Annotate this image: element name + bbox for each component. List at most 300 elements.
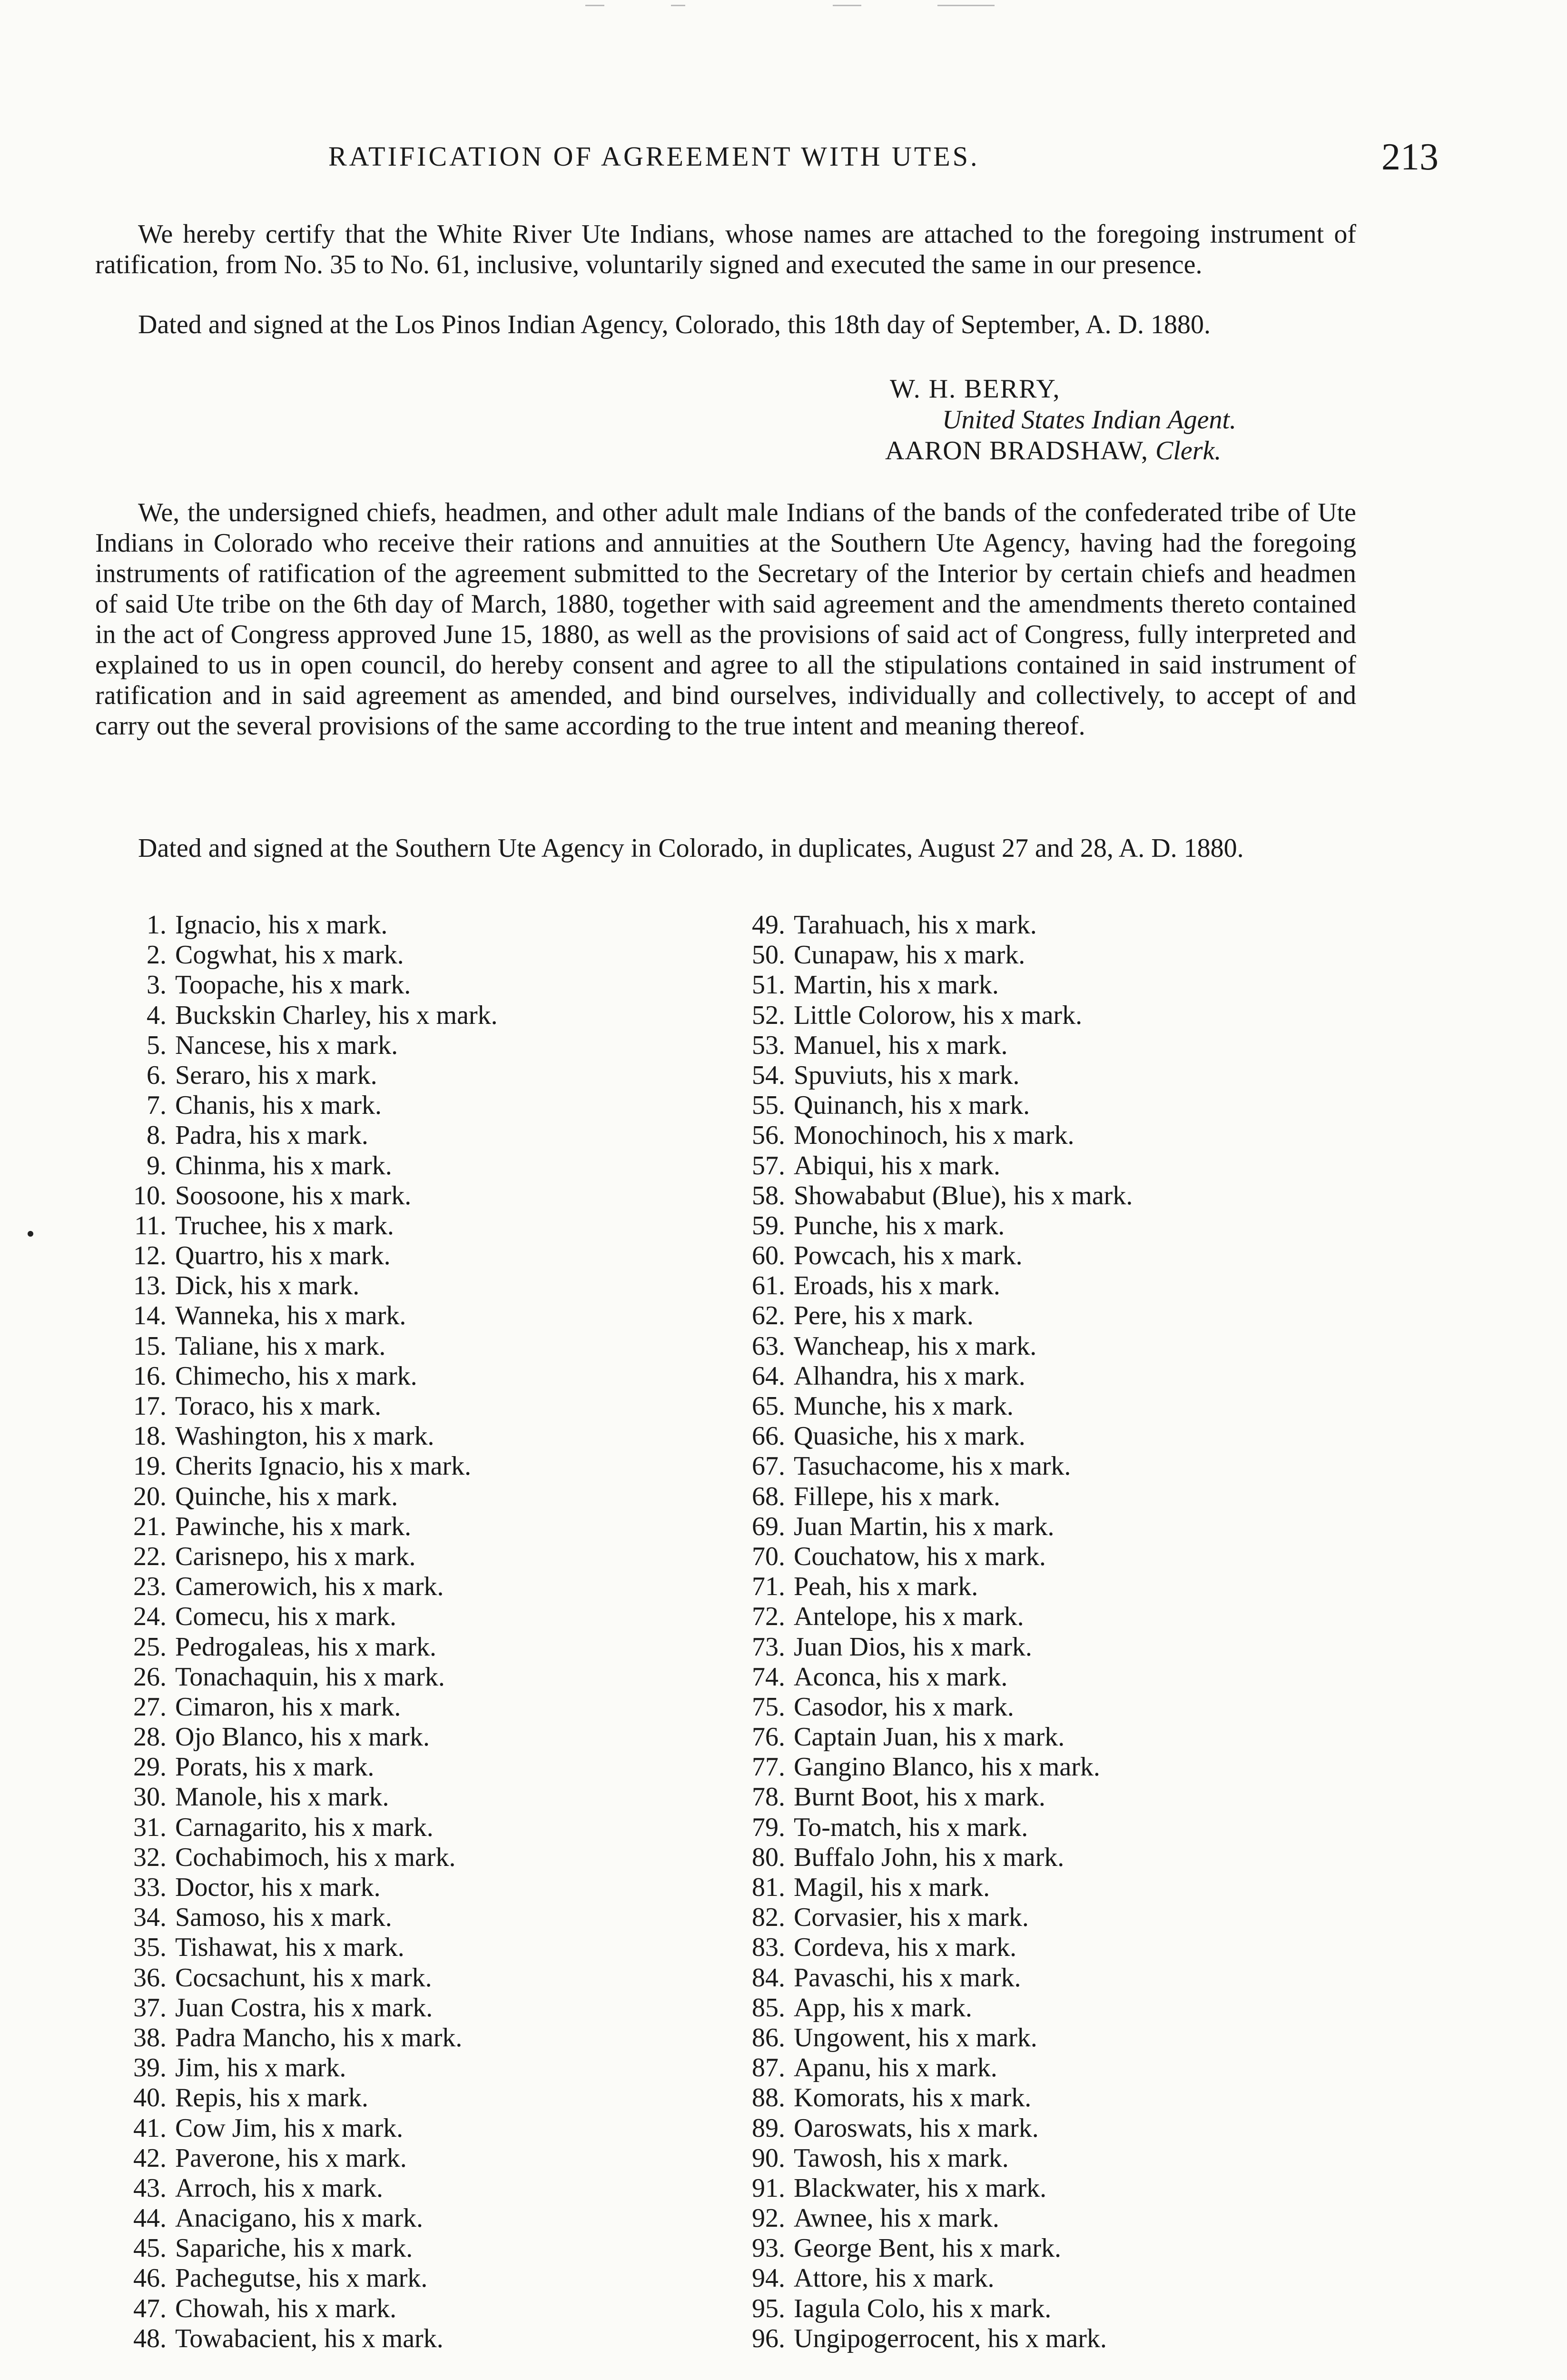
signatory-entry bbox=[109, 1211, 747, 1241]
signatory-number: 95. bbox=[752, 2293, 785, 2323]
signatory-entry bbox=[728, 1181, 1366, 1211]
signatory-number: 50. bbox=[752, 940, 785, 970]
signatory-name: Pere, his x mark. bbox=[794, 1301, 974, 1331]
signatory-name: Cordeva, his x mark. bbox=[794, 1933, 1017, 1963]
signatory-entry bbox=[109, 1241, 747, 1271]
signatory-entry bbox=[728, 2143, 1366, 2173]
signatory-number: 79. bbox=[752, 1812, 785, 1842]
signatory-name: Taliane, his x mark. bbox=[175, 1331, 386, 1361]
signatory-entry bbox=[728, 1091, 1366, 1121]
signatory-number: 26. bbox=[133, 1662, 167, 1692]
signatory-entry bbox=[109, 1331, 747, 1361]
signatory-name: To-match, his x mark. bbox=[794, 1812, 1028, 1842]
signatory-entry bbox=[728, 1903, 1366, 1933]
signatory-number: 24. bbox=[133, 1602, 167, 1632]
signatory-name: Magil, his x mark. bbox=[794, 1873, 990, 1902]
signatory-entry bbox=[109, 1391, 747, 1421]
signatory-entry bbox=[728, 1933, 1366, 1963]
signatory-name: Repis, his x mark. bbox=[175, 2083, 368, 2113]
signatory-number: 51. bbox=[752, 970, 785, 1000]
signatory-number: 41. bbox=[133, 2113, 167, 2143]
signatory-entry bbox=[728, 2324, 1366, 2354]
signatory-number: 62. bbox=[752, 1301, 785, 1331]
signatory-name: Camerowich, his x mark. bbox=[175, 1572, 444, 1602]
signatory-entry bbox=[109, 2233, 747, 2263]
signatory-number: 86. bbox=[752, 2023, 785, 2053]
signatory-entry bbox=[728, 1271, 1366, 1301]
signatory-number: 71. bbox=[752, 1572, 785, 1602]
signatory-name: Monochinoch, his x mark. bbox=[794, 1121, 1074, 1150]
signatory-number: 92. bbox=[752, 2203, 785, 2233]
signatory-name: Alhandra, his x mark. bbox=[794, 1361, 1025, 1391]
signatory-name: Padra, his x mark. bbox=[175, 1121, 368, 1150]
scan-artifact bbox=[547, 0, 1071, 16]
signatory-number: 23. bbox=[133, 1572, 167, 1602]
signatory-name: Burnt Boot, his x mark. bbox=[794, 1782, 1045, 1812]
signatory-number: 6. bbox=[147, 1060, 167, 1090]
signatory-name: Cow Jim, his x mark. bbox=[175, 2113, 404, 2143]
signatory-entry bbox=[109, 2023, 747, 2053]
signatory-entry bbox=[728, 1632, 1366, 1662]
signatory-name: Carnagarito, his x mark. bbox=[175, 1812, 434, 1842]
signatory-entry bbox=[728, 2083, 1366, 2113]
signatory-entry bbox=[728, 1963, 1366, 1993]
signatory-entry bbox=[728, 2203, 1366, 2233]
signatory-name: Martin, his x mark. bbox=[794, 970, 999, 1000]
certification-dated: Dated and signed at the Los Pinos Indian Agency, Colorado, this 18th day of September, A. D. 1880. bbox=[138, 310, 1211, 339]
signatory-name: Cocsachunt, his x mark. bbox=[175, 1963, 432, 1993]
signatory-name: Cunapaw, his x mark. bbox=[794, 940, 1025, 970]
signatory-name: Little Colorow, his x mark. bbox=[794, 1000, 1083, 1030]
signatory-name: Tasuchacome, his x mark. bbox=[794, 1451, 1071, 1481]
signatory-number: 73. bbox=[752, 1632, 785, 1662]
signatory-name: Powcach, his x mark. bbox=[794, 1241, 1023, 1271]
signatory-entry bbox=[728, 1873, 1366, 1903]
signatory-entry bbox=[109, 1301, 747, 1331]
signatory-entry bbox=[728, 1602, 1366, 1632]
signatory-entry bbox=[109, 1061, 747, 1091]
running-title: RATIFICATION OF AGREEMENT WITH UTES. bbox=[328, 141, 980, 172]
signatory-name: Cochabimoch, his x mark. bbox=[175, 1842, 456, 1872]
signatory-entry bbox=[728, 2294, 1366, 2324]
signatory-entry bbox=[728, 1512, 1366, 1542]
signatory-entry bbox=[109, 1482, 747, 1512]
signatory-name: Pedrogaleas, his x mark. bbox=[175, 1632, 436, 1662]
signatory-number: 34. bbox=[133, 1903, 167, 1933]
signatory-name: Ungowent, his x mark. bbox=[794, 2023, 1037, 2053]
signatory-number: 39. bbox=[133, 2053, 167, 2083]
signatory-number: 76. bbox=[752, 1722, 785, 1752]
signatories-column-left bbox=[109, 910, 747, 2354]
signatory-name: Tawosh, his x mark. bbox=[794, 2143, 1009, 2173]
signatory-number: 36. bbox=[133, 1963, 167, 1993]
signatory-entry bbox=[109, 1813, 747, 1843]
signatory-name: Towabacient, his x mark. bbox=[175, 2323, 443, 2353]
signatory-entry bbox=[728, 1692, 1366, 1722]
running-header bbox=[95, 136, 1439, 178]
signatory-name: Pachegutse, his x mark. bbox=[175, 2263, 428, 2293]
signatory-name: Buffalo John, his x mark. bbox=[794, 1842, 1064, 1872]
signatory-name: Blackwater, his x mark. bbox=[794, 2173, 1047, 2203]
signatory-number: 90. bbox=[752, 2143, 785, 2173]
signatory-name: Couchatow, his x mark. bbox=[794, 1541, 1046, 1571]
signatory-number: 83. bbox=[752, 1933, 785, 1963]
signatory-number: 68. bbox=[752, 1481, 785, 1511]
signatory-entry bbox=[728, 1031, 1366, 1061]
signatory-number: 46. bbox=[133, 2263, 167, 2293]
signatory-number: 84. bbox=[752, 1963, 785, 1993]
signatory-number: 16. bbox=[133, 1361, 167, 1391]
signatory-number: 31. bbox=[133, 1812, 167, 1842]
signatory-entry bbox=[728, 1301, 1366, 1331]
signatory-number: 32. bbox=[133, 1842, 167, 1872]
signatory-number: 77. bbox=[752, 1752, 785, 1782]
signatory-entry bbox=[109, 970, 747, 1000]
signatory-entry bbox=[109, 1512, 747, 1542]
signatory-number: 55. bbox=[752, 1091, 785, 1121]
signatory-entry bbox=[728, 1993, 1366, 2023]
signatory-entry bbox=[109, 2143, 747, 2173]
signatory-name: Truchee, his x mark. bbox=[175, 1210, 394, 1240]
signatory-name: Quinanch, his x mark. bbox=[794, 1091, 1030, 1121]
signatory-name: Chinma, his x mark. bbox=[175, 1150, 392, 1180]
signatory-number: 4. bbox=[147, 1000, 167, 1030]
signatory-number: 54. bbox=[752, 1060, 785, 1090]
signatory-name: Casodor, his x mark. bbox=[794, 1692, 1014, 1722]
signatory-name: Ignacio, his x mark. bbox=[175, 910, 388, 940]
signatory-entry bbox=[109, 2263, 747, 2293]
signatory-entry bbox=[728, 1061, 1366, 1091]
signatory-number: 44. bbox=[133, 2203, 167, 2233]
signatory-number: 42. bbox=[133, 2143, 167, 2173]
signatory-entry bbox=[109, 2294, 747, 2324]
signatory-entry bbox=[109, 1542, 747, 1572]
signatory-number: 69. bbox=[752, 1511, 785, 1541]
signatory-number: 89. bbox=[752, 2113, 785, 2143]
signatory-number: 94. bbox=[752, 2263, 785, 2293]
signatory-entry bbox=[109, 1662, 747, 1692]
signatory-name: Tonachaquin, his x mark. bbox=[175, 1662, 445, 1692]
signatory-name: Ungipogerrocent, his x mark. bbox=[794, 2323, 1107, 2353]
margin-dot bbox=[28, 1231, 33, 1237]
signatory-number: 11. bbox=[134, 1210, 167, 1240]
signatory-name: Quartro, his x mark. bbox=[175, 1241, 391, 1271]
signatory-name: Awnee, his x mark. bbox=[794, 2203, 999, 2233]
signatory-name: Samoso, his x mark. bbox=[175, 1903, 392, 1933]
signatory-name: Komorats, his x mark. bbox=[794, 2083, 1032, 2113]
ratification-paragraph: We, the undersigned chiefs, headmen, and other adult male Indians of the bands of the confederated tribe of Ute Indians in Colorado who receive their rations and annuities at the Southern Ute Agency, having had the foregoing instruments of ratification of the agreement submitted to the Secretary of the Interior by certain chiefs and headmen of said Ute tribe on the 6th day of March, 1880, together with said agreement and the amendments thereto contained in the act of Congress approved June 15, 1880, as well as the provisions of said act of Congress, fully interpreted and explained to us in open council, do hereby consent and agree to all the stipulations contained in said instrument of ratification and in said agreement as amended, and bind ourselves, individually and collectively, to accept of and carry out the several provisions of the same according to the true intent and meaning thereof. bbox=[95, 498, 1356, 741]
signatory-entry bbox=[109, 2173, 747, 2203]
signatory-number: 88. bbox=[752, 2083, 785, 2113]
signatory-name: Wancheap, his x mark. bbox=[794, 1331, 1037, 1361]
signatory-entry bbox=[728, 1421, 1366, 1451]
signatory-number: 75. bbox=[752, 1692, 785, 1722]
signatory-name: Cogwhat, his x mark. bbox=[175, 940, 404, 970]
signatory-name: Aconca, his x mark. bbox=[794, 1662, 1008, 1692]
signatory-number: 52. bbox=[752, 1000, 785, 1030]
clerk-signature bbox=[885, 436, 1221, 466]
signatory-entry bbox=[109, 2203, 747, 2233]
signatory-name: Carisnepo, his x mark. bbox=[175, 1541, 416, 1571]
signatory-name: Spuviuts, his x mark. bbox=[794, 1060, 1020, 1090]
signatory-number: 45. bbox=[133, 2233, 167, 2263]
signatory-number: 33. bbox=[133, 1873, 167, 1902]
signatory-number: 96. bbox=[752, 2323, 785, 2353]
signatory-entry bbox=[109, 1572, 747, 1602]
signatories-column-right bbox=[728, 910, 1366, 2354]
signatory-number: 17. bbox=[133, 1391, 167, 1421]
signatory-name: Gangino Blanco, his x mark. bbox=[794, 1752, 1100, 1782]
signatory-number: 66. bbox=[752, 1421, 785, 1451]
signatory-name: Doctor, his x mark. bbox=[175, 1873, 381, 1902]
signatory-number: 64. bbox=[752, 1361, 785, 1391]
signatory-number: 3. bbox=[147, 970, 167, 1000]
signatory-number: 82. bbox=[752, 1903, 785, 1933]
signatory-number: 7. bbox=[147, 1091, 167, 1121]
signatory-entry bbox=[109, 1602, 747, 1632]
signatory-number: 29. bbox=[133, 1752, 167, 1782]
signatory-name: Peah, his x mark. bbox=[794, 1572, 978, 1602]
signatory-number: 18. bbox=[133, 1421, 167, 1451]
signatory-number: 27. bbox=[133, 1692, 167, 1722]
signer-title: United States Indian Agent. bbox=[942, 405, 1236, 435]
signatory-number: 28. bbox=[133, 1722, 167, 1752]
signatory-number: 80. bbox=[752, 1842, 785, 1872]
signatory-entry bbox=[109, 1121, 747, 1150]
signatory-entry bbox=[109, 1692, 747, 1722]
signatory-name: Juan Martin, his x mark. bbox=[794, 1511, 1055, 1541]
signatory-name: Comecu, his x mark. bbox=[175, 1602, 397, 1632]
signatory-entry bbox=[728, 1752, 1366, 1782]
signatory-number: 58. bbox=[752, 1180, 785, 1210]
signatory-name: Washington, his x mark. bbox=[175, 1421, 434, 1451]
signatory-number: 59. bbox=[752, 1210, 785, 1240]
signatory-number: 14. bbox=[133, 1301, 167, 1331]
signatory-name: Corvasier, his x mark. bbox=[794, 1903, 1029, 1933]
signatory-entry bbox=[109, 2083, 747, 2113]
signatory-number: 47. bbox=[133, 2293, 167, 2323]
signatory-number: 70. bbox=[752, 1541, 785, 1571]
signatory-name: Manuel, his x mark. bbox=[794, 1030, 1008, 1060]
signatory-entry bbox=[109, 1963, 747, 1993]
signatory-entry bbox=[109, 1421, 747, 1451]
signatory-entry bbox=[109, 1031, 747, 1061]
signatory-number: 81. bbox=[752, 1873, 785, 1902]
clerk-name: AARON BRADSHAW, bbox=[885, 436, 1148, 466]
signatory-name: Abiqui, his x mark. bbox=[794, 1150, 1000, 1180]
signatory-entry bbox=[109, 910, 747, 940]
signatory-entry bbox=[109, 1451, 747, 1481]
signer-name: W. H. BERRY, bbox=[890, 374, 1061, 404]
signatory-entry bbox=[728, 1451, 1366, 1481]
signatory-name: Porats, his x mark. bbox=[175, 1752, 375, 1782]
signatory-number: 15. bbox=[133, 1331, 167, 1361]
signatory-number: 57. bbox=[752, 1150, 785, 1180]
signatory-name: Fillepe, his x mark. bbox=[794, 1481, 1000, 1511]
signatory-number: 56. bbox=[752, 1121, 785, 1150]
signatory-name: Soosoone, his x mark. bbox=[175, 1180, 412, 1210]
signatory-entry bbox=[728, 1331, 1366, 1361]
signatory-number: 93. bbox=[752, 2233, 785, 2263]
signatory-name: Paverone, his x mark. bbox=[175, 2143, 407, 2173]
signatory-name: Anacigano, his x mark. bbox=[175, 2203, 423, 2233]
signatory-number: 30. bbox=[133, 1782, 167, 1812]
signatory-entry bbox=[728, 940, 1366, 970]
signatory-number: 78. bbox=[752, 1782, 785, 1812]
signatory-name: Ojo Blanco, his x mark. bbox=[175, 1722, 430, 1752]
signatory-name: Juan Costra, his x mark. bbox=[175, 1993, 433, 2023]
signatory-name: Arroch, his x mark. bbox=[175, 2173, 384, 2203]
signatory-entry bbox=[109, 2113, 747, 2143]
signatory-entry bbox=[728, 1361, 1366, 1391]
signatory-name: Toopache, his x mark. bbox=[175, 970, 411, 1000]
signatory-name: Seraro, his x mark. bbox=[175, 1060, 377, 1090]
signatory-name: Iagula Colo, his x mark. bbox=[794, 2293, 1052, 2323]
signatory-number: 72. bbox=[752, 1602, 785, 1632]
signatory-name: Buckskin Charley, his x mark. bbox=[175, 1000, 498, 1030]
signatory-name: Jim, his x mark. bbox=[175, 2053, 346, 2083]
signatory-entry bbox=[109, 1091, 747, 1121]
signatory-entry bbox=[728, 1813, 1366, 1843]
signatory-name: Pawinche, his x mark. bbox=[175, 1511, 412, 1541]
signatory-number: 22. bbox=[133, 1541, 167, 1571]
signatory-entry bbox=[728, 2113, 1366, 2143]
signatory-entry bbox=[728, 910, 1366, 940]
signatory-number: 63. bbox=[752, 1331, 785, 1361]
signatory-name: Munche, his x mark. bbox=[794, 1391, 1014, 1421]
signatory-entry bbox=[109, 1843, 747, 1873]
signatory-name: Toraco, his x mark. bbox=[175, 1391, 382, 1421]
signatory-name: Tarahuach, his x mark. bbox=[794, 910, 1037, 940]
signatory-number: 37. bbox=[133, 1993, 167, 2023]
signatory-entry bbox=[728, 1391, 1366, 1421]
signatory-number: 20. bbox=[133, 1481, 167, 1511]
signatory-entry bbox=[109, 1271, 747, 1301]
signatory-name: Apanu, his x mark. bbox=[794, 2053, 997, 2083]
signatory-entry bbox=[109, 1151, 747, 1181]
signatory-entry bbox=[728, 1001, 1366, 1031]
signatory-entry bbox=[728, 1843, 1366, 1873]
signatory-number: 25. bbox=[133, 1632, 167, 1662]
signatory-name: Chowah, his x mark. bbox=[175, 2293, 397, 2323]
signatory-name: Quasiche, his x mark. bbox=[794, 1421, 1025, 1451]
signatory-entry bbox=[728, 1151, 1366, 1181]
signatory-name: Manole, his x mark. bbox=[175, 1782, 389, 1812]
clerk-title: Clerk. bbox=[1155, 436, 1222, 466]
signatory-name: Quinche, his x mark. bbox=[175, 1481, 398, 1511]
signatory-entry bbox=[728, 1542, 1366, 1572]
signatory-name: Pavaschi, his x mark. bbox=[794, 1963, 1021, 1993]
signatory-entry bbox=[728, 1121, 1366, 1150]
signatory-number: 19. bbox=[133, 1451, 167, 1481]
signatory-number: 5. bbox=[147, 1030, 167, 1060]
signatory-number: 21. bbox=[133, 1511, 167, 1541]
signatory-entry bbox=[728, 1572, 1366, 1602]
signatory-name: Eroads, his x mark. bbox=[794, 1271, 1000, 1301]
signatory-number: 10. bbox=[133, 1180, 167, 1210]
signatory-entry bbox=[728, 1211, 1366, 1241]
signatory-entry bbox=[109, 1782, 747, 1812]
signatory-number: 35. bbox=[133, 1933, 167, 1963]
signatory-number: 65. bbox=[752, 1391, 785, 1421]
signatory-entry bbox=[728, 1662, 1366, 1692]
signatory-number: 12. bbox=[133, 1241, 167, 1271]
signatory-name: Showababut (Blue), his x mark. bbox=[794, 1180, 1133, 1210]
signatory-name: Juan Dios, his x mark. bbox=[794, 1632, 1032, 1662]
signatory-name: Punche, his x mark. bbox=[794, 1210, 1005, 1240]
page-number: 213 bbox=[1381, 136, 1439, 178]
signatory-name: Antelope, his x mark. bbox=[794, 1602, 1024, 1632]
signatory-number: 2. bbox=[147, 940, 167, 970]
signatory-number: 43. bbox=[133, 2173, 167, 2203]
signatory-entry bbox=[109, 2053, 747, 2083]
signatory-name: App, his x mark. bbox=[794, 1993, 972, 2023]
signatory-name: Captain Juan, his x mark. bbox=[794, 1722, 1065, 1752]
signatory-number: 60. bbox=[752, 1241, 785, 1271]
signatory-number: 40. bbox=[133, 2083, 167, 2113]
signatories-list bbox=[95, 910, 1380, 2380]
signatory-name: Wanneka, his x mark. bbox=[175, 1301, 406, 1331]
signatory-entry bbox=[109, 1933, 747, 1963]
signatory-number: 61. bbox=[752, 1271, 785, 1301]
signatory-entry bbox=[109, 1873, 747, 1903]
signatory-name: Nancese, his x mark. bbox=[175, 1030, 398, 1060]
signatory-entry bbox=[109, 1361, 747, 1391]
signatory-entry bbox=[109, 1722, 747, 1752]
signatory-number: 49. bbox=[752, 910, 785, 940]
signatory-name: Padra Mancho, his x mark. bbox=[175, 2023, 463, 2053]
certification-paragraph: We hereby certify that the White River Ute Indians, whose names are attached to the foregoing instrument of ratification, from No. 35 to No. 61, inclusive, voluntarily signed and executed the same in our presence. bbox=[95, 219, 1356, 279]
signatory-entry bbox=[728, 2263, 1366, 2293]
signatory-entry bbox=[109, 1001, 747, 1031]
signatory-entry bbox=[728, 2023, 1366, 2053]
signatory-number: 67. bbox=[752, 1451, 785, 1481]
signatory-number: 85. bbox=[752, 1993, 785, 2023]
signatory-entry bbox=[728, 2233, 1366, 2263]
signatory-number: 74. bbox=[752, 1662, 785, 1692]
signatory-number: 1. bbox=[147, 910, 167, 940]
signatory-entry bbox=[728, 2053, 1366, 2083]
signatory-number: 13. bbox=[133, 1271, 167, 1301]
signatory-name: Attore, his x mark. bbox=[794, 2263, 995, 2293]
signatory-entry bbox=[728, 2173, 1366, 2203]
ratification-dated: Dated and signed at the Southern Ute Agency in Colorado, in duplicates, August 27 and 28, A. D. 1880. bbox=[138, 833, 1244, 863]
signatory-number: 8. bbox=[147, 1121, 167, 1150]
signatory-name: George Bent, his x mark. bbox=[794, 2233, 1061, 2263]
signatory-entry bbox=[728, 1722, 1366, 1752]
signatory-name: Chanis, his x mark. bbox=[175, 1091, 382, 1121]
signatory-entry bbox=[728, 1482, 1366, 1512]
signatory-name: Cherits Ignacio, his x mark. bbox=[175, 1451, 472, 1481]
signatory-entry bbox=[728, 1241, 1366, 1271]
signatory-entry bbox=[109, 940, 747, 970]
signatory-number: 38. bbox=[133, 2023, 167, 2053]
signatory-name: Oaroswats, his x mark. bbox=[794, 2113, 1039, 2143]
signatory-name: Chimecho, his x mark. bbox=[175, 1361, 417, 1391]
signatory-number: 9. bbox=[147, 1150, 167, 1180]
signatory-entry bbox=[109, 2324, 747, 2354]
signatory-entry bbox=[109, 1903, 747, 1933]
signatory-name: Cimaron, his x mark. bbox=[175, 1692, 401, 1722]
signatory-number: 48. bbox=[133, 2323, 167, 2353]
signatory-entry bbox=[109, 1752, 747, 1782]
signatory-entry bbox=[109, 1993, 747, 2023]
signatory-entry bbox=[728, 1782, 1366, 1812]
signatory-entry bbox=[728, 970, 1366, 1000]
signatory-entry bbox=[109, 1181, 747, 1211]
signatory-name: Sapariche, his x mark. bbox=[175, 2233, 413, 2263]
signatory-number: 91. bbox=[752, 2173, 785, 2203]
